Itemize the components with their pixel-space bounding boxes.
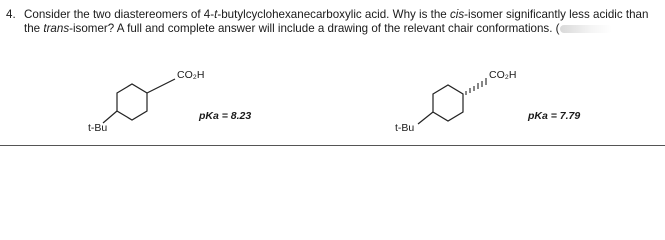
question-text-part: -butylcyclohexanecarboxylic acid. Why is the [217,8,450,21]
page-divider [0,145,665,146]
question-text-part: -isomer significantly less acidic than the [24,8,649,36]
question-text [24,8,658,36]
pka-label: pKa = 8.23 [199,110,252,122]
tbu-label: t-Bu [395,122,415,134]
structure-cis [80,62,280,142]
question-4 [6,8,658,36]
pka-label: pKa = 7.79 [528,110,581,122]
question-number: 4. [6,8,16,21]
tbu-italic: t [214,8,218,21]
cis-italic: cis [449,8,465,21]
co2h-label: CO₂H [489,69,517,81]
question-text-part: Consider the two diastereomers of 4- [24,8,215,21]
question-text-part: -isomer? A full and complete answer will include a drawing of the relevant chair conformations. ( [69,22,560,36]
redaction-smudge [560,25,612,33]
trans-italic: trans [43,22,70,36]
tbu-label: t-Bu [88,122,108,134]
structure-trans [395,62,615,142]
hashed-wedge-bond [466,78,486,95]
co2h-label: CO₂H [177,69,205,81]
